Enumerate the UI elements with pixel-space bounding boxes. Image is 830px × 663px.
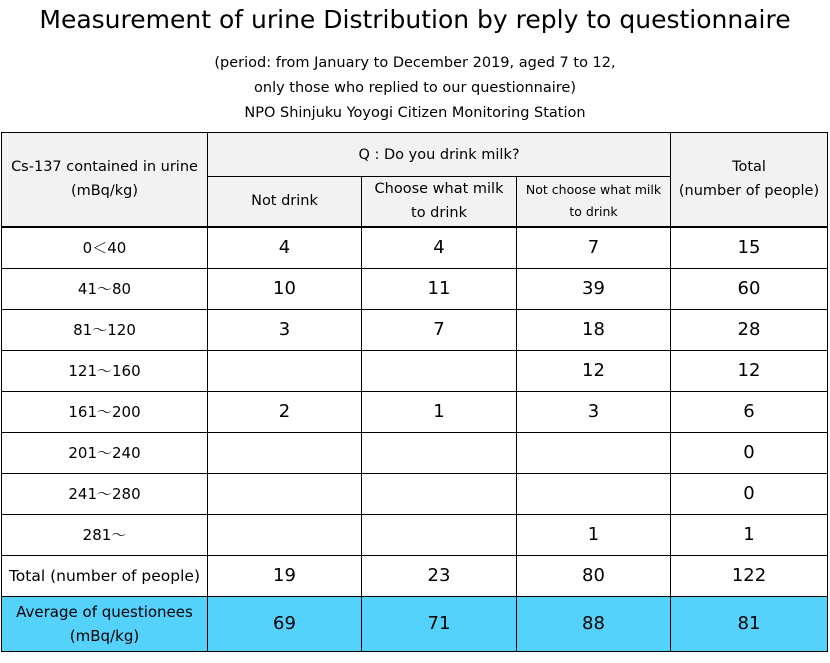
average-total-cell: 81 xyxy=(671,596,828,651)
column-header-label-line2: to drink xyxy=(569,204,618,220)
table-row xyxy=(2,473,828,514)
total-cell: 28 xyxy=(671,309,828,350)
range-cell: 121～160 xyxy=(2,350,208,391)
table-row xyxy=(2,514,828,555)
value-cell xyxy=(362,473,517,514)
average-row-unit: (mBq/kg) xyxy=(69,626,140,645)
table-row xyxy=(2,268,828,309)
value-cell: 1 xyxy=(362,391,517,432)
value-cell xyxy=(362,350,517,391)
range-cell: 81～120 xyxy=(2,309,208,350)
value-cell: 18 xyxy=(517,309,671,350)
subtitle-organization: NPO Shinjuku Yoyogi Citizen Monitoring Station xyxy=(244,105,586,121)
value-cell xyxy=(362,432,517,473)
average-row-label xyxy=(2,596,208,651)
range-cell: 0＜40 xyxy=(2,227,208,269)
value-cell: 3 xyxy=(517,391,671,432)
question-header: Q : Do you drink milk? xyxy=(208,133,671,177)
row-header-cell xyxy=(2,133,208,227)
total-cell: 0 xyxy=(671,473,828,514)
total-header-title: Total xyxy=(732,159,766,176)
average-value-cell: 88 xyxy=(517,596,671,651)
average-row-title: Average of questionees xyxy=(16,602,193,621)
average-row xyxy=(2,596,828,651)
table-row xyxy=(2,350,828,391)
value-cell xyxy=(208,350,362,391)
range-cell: 241～280 xyxy=(2,473,208,514)
value-cell: 1 xyxy=(517,514,671,555)
value-cell: 7 xyxy=(362,309,517,350)
row-header-title: Cs-137 contained in urine xyxy=(11,159,198,176)
total-cell: 6 xyxy=(671,391,828,432)
value-cell: 2 xyxy=(208,391,362,432)
total-value-cell: 23 xyxy=(362,555,517,596)
range-cell: 161～200 xyxy=(2,391,208,432)
value-cell xyxy=(517,473,671,514)
column-header-label: Not choose what milk xyxy=(525,182,662,198)
total-value-cell: 19 xyxy=(208,555,362,596)
total-row xyxy=(2,555,828,596)
value-cell: 12 xyxy=(517,350,671,391)
total-cell: 12 xyxy=(671,350,828,391)
total-cell: 0 xyxy=(671,432,828,473)
total-cell: 15 xyxy=(671,227,828,269)
value-cell: 4 xyxy=(362,227,517,269)
range-cell: 41～80 xyxy=(2,268,208,309)
total-cell: 1 xyxy=(671,514,828,555)
value-cell: 10 xyxy=(208,268,362,309)
column-header-label: Not drink xyxy=(251,193,318,210)
value-cell: 7 xyxy=(517,227,671,269)
value-cell: 39 xyxy=(517,268,671,309)
column-header-choose-milk xyxy=(362,177,517,227)
page-title: Measurement of urine Distribution by reply to questionnaire xyxy=(39,5,791,34)
column-header-not-choose-milk xyxy=(517,177,671,227)
table-row xyxy=(2,309,828,350)
column-header-label-line2: to drink xyxy=(411,205,467,222)
total-header-unit: (number of people) xyxy=(678,183,820,200)
row-header-unit: (mBq/kg) xyxy=(70,183,139,200)
value-cell: 3 xyxy=(208,309,362,350)
total-header-cell xyxy=(671,133,828,227)
value-cell xyxy=(362,514,517,555)
total-value-cell: 80 xyxy=(517,555,671,596)
subtitle-scope: only those who replied to our questionnaire) xyxy=(254,80,576,96)
grand-total-cell: 122 xyxy=(671,555,828,596)
range-cell: 281～ xyxy=(2,514,208,555)
table-row xyxy=(2,432,828,473)
subtitle-period: (period: from January to December 2019, aged 7 to 12, xyxy=(214,55,616,71)
average-value-cell: 71 xyxy=(362,596,517,651)
table-row xyxy=(2,391,828,432)
range-cell: 201～240 xyxy=(2,432,208,473)
column-header-not-drink xyxy=(208,177,362,227)
distribution-table xyxy=(1,132,828,652)
total-row-label: Total (number of people) xyxy=(2,555,208,596)
value-cell xyxy=(208,432,362,473)
value-cell xyxy=(517,432,671,473)
value-cell: 11 xyxy=(362,268,517,309)
total-cell: 60 xyxy=(671,268,828,309)
average-value-cell: 69 xyxy=(208,596,362,651)
value-cell xyxy=(208,514,362,555)
column-header-label: Choose what milk xyxy=(374,181,504,198)
value-cell: 4 xyxy=(208,227,362,269)
value-cell xyxy=(208,473,362,514)
table-row xyxy=(2,227,828,269)
